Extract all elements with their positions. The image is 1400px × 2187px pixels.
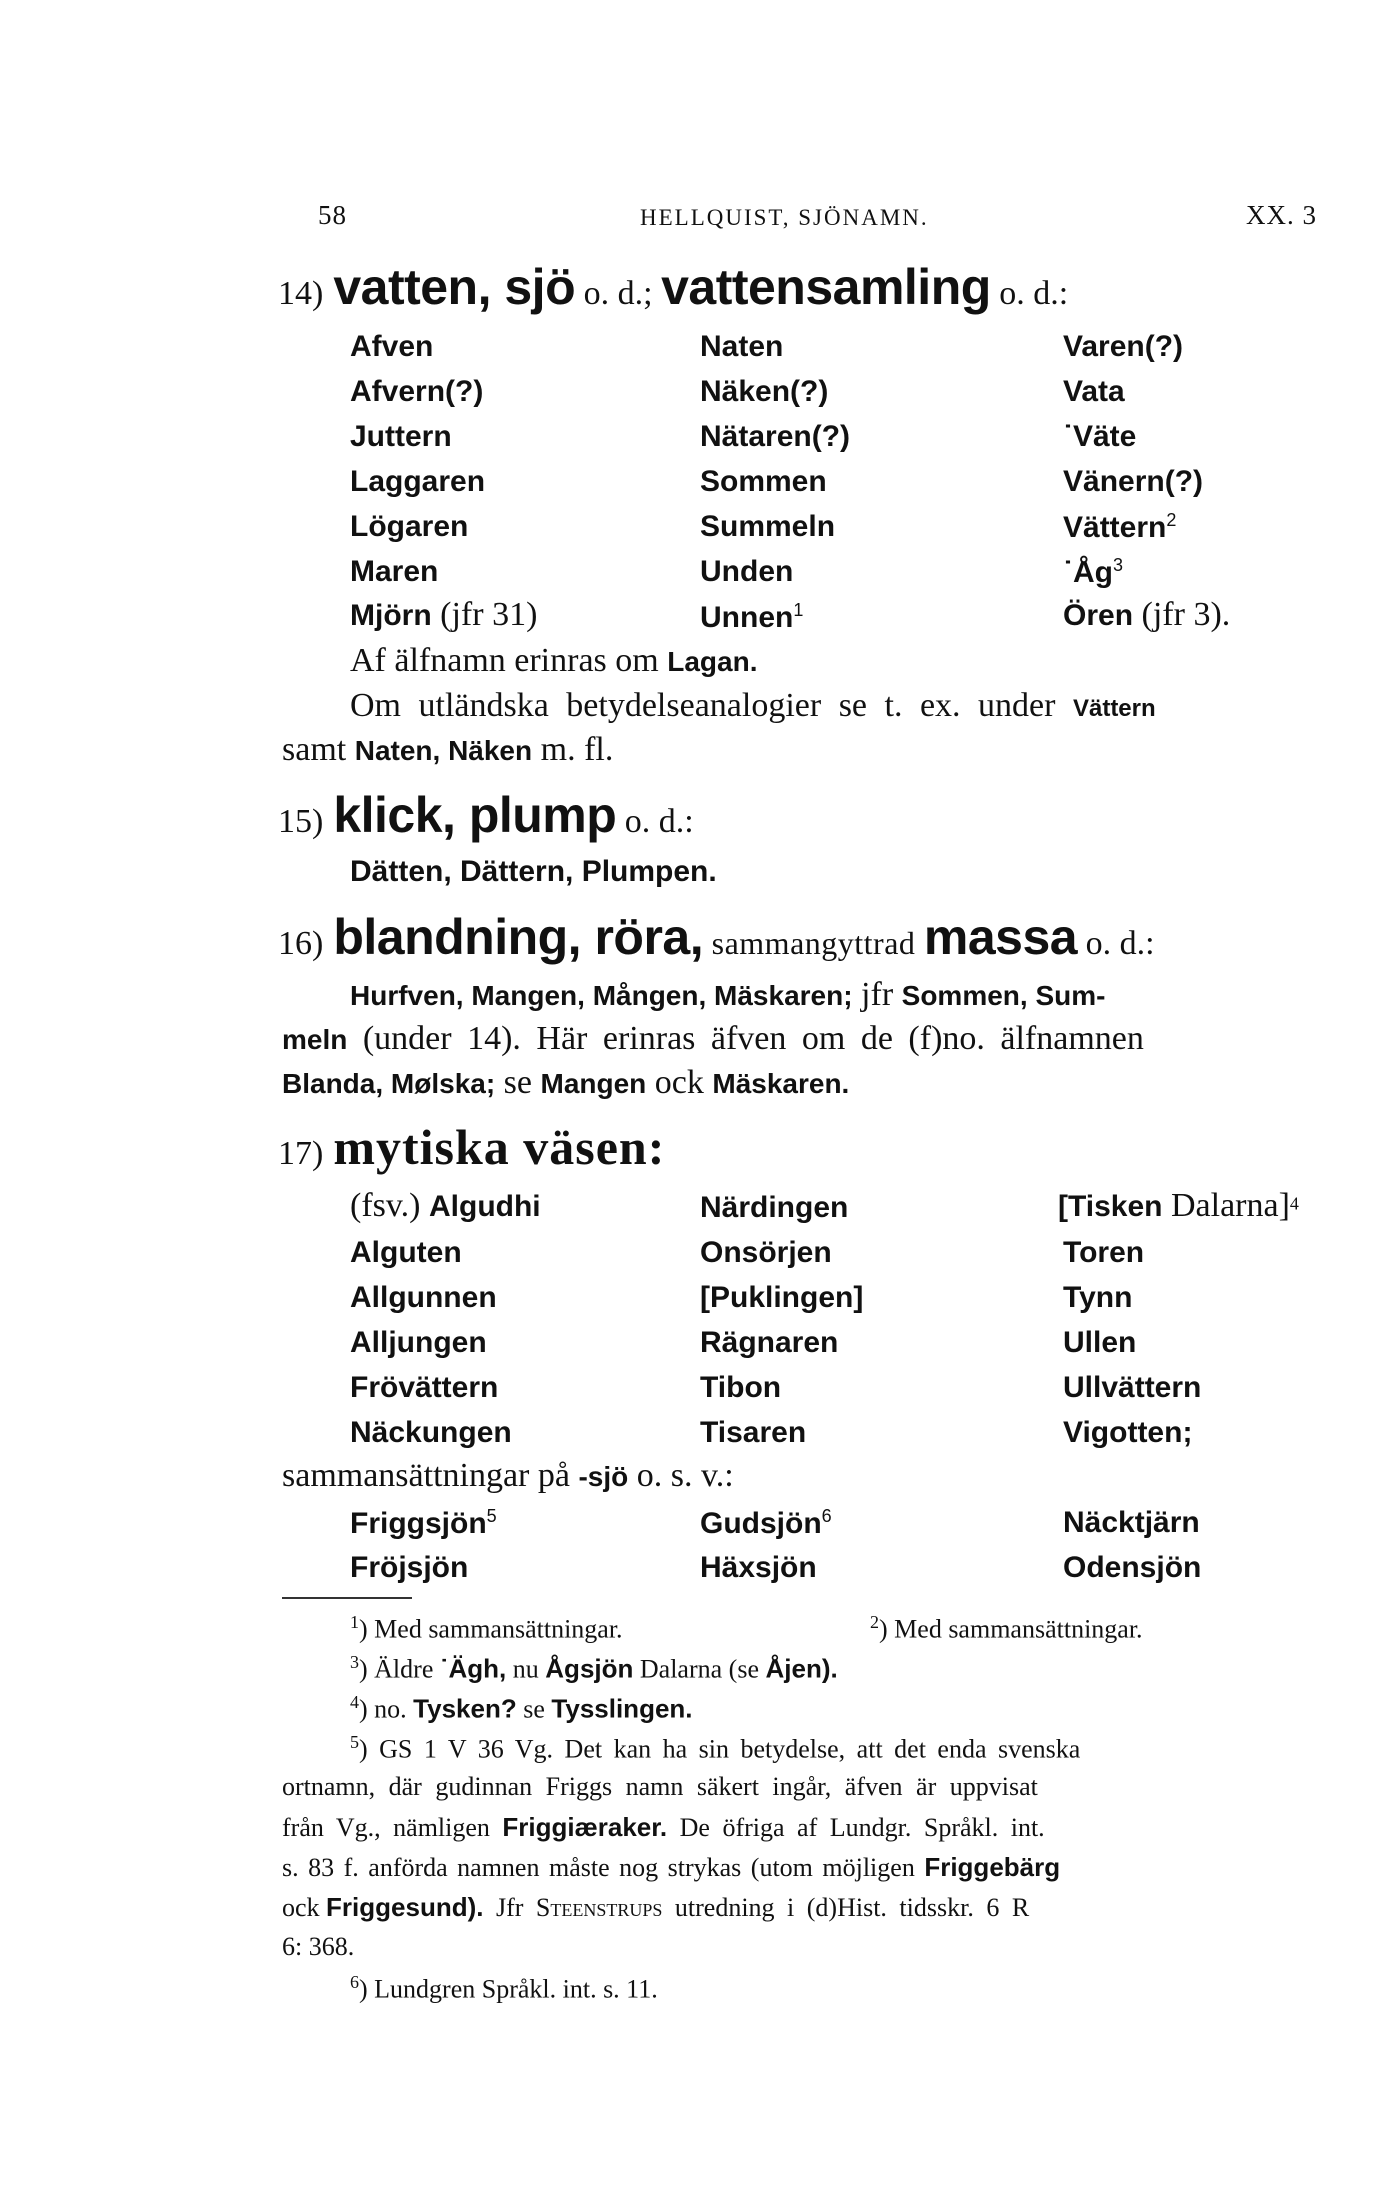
author-name: Steenstrups [535,1893,663,1922]
name-entry: Unden [700,555,794,588]
name-entry: Maren [350,555,439,588]
footnote-2 [870,1612,1143,1645]
text: Af älfnamn erinras om [350,642,668,679]
name-entry [1063,596,1230,634]
text: nu [506,1654,546,1684]
paragraph-line [350,687,1352,725]
name-text: Gudsjön [700,1507,822,1540]
headword: massa [923,909,1078,965]
name-entry: Näken(?) [700,375,829,408]
footnote-5-line [282,1932,354,1962]
od-text: o. d.: [990,275,1069,312]
name-entry: Lögaren [350,510,469,543]
name-text: ˙Ägh, [439,1653,507,1684]
name-entry [700,600,803,635]
od-text: o. d.: [1077,925,1155,962]
footnote-3 [350,1652,838,1685]
footnote-text: ) Med sammansättningar. [359,1614,623,1644]
name-entry: Vigotten; [1063,1416,1193,1449]
section-number-17: 17) [278,1135,324,1172]
paragraph-line [282,1020,1144,1058]
reference-text: (jfr 3). [1133,596,1231,633]
running-title: HELLQUIST, SJÖNAMN. [640,205,929,230]
name-entry: ˙Väte [1063,420,1137,453]
footnote-4 [350,1692,693,1725]
footnote-text: ) Med sammansättningar. [879,1614,1143,1644]
text: se [495,1064,541,1101]
name-text: Naten, Näken [354,735,533,766]
name-text: [Tisken [1058,1190,1163,1223]
text: Jfr [483,1893,536,1922]
footnote-marker: 6 [821,1506,832,1526]
name-text: Friggiæraker. [502,1812,668,1842]
name-entry: Frövättern [350,1371,499,1404]
section-number-14: 14) [278,275,324,312]
paragraph-line [350,976,1105,1014]
name-entry: Fröjsjön [350,1551,469,1584]
name-text: Friggesund). [326,1892,484,1922]
name-entry: [Puklingen] [700,1281,864,1314]
name-entry: Alljungen [350,1326,487,1359]
name-entry: Odensjön [1063,1551,1202,1584]
footnote-marker: 2 [1166,510,1177,530]
name-entry: Närdingen [700,1191,849,1224]
name-entry: Afven [350,330,434,363]
name-text: Tysken? [413,1693,517,1724]
text: m. fl. [532,731,614,768]
reference-text: (jfr 31) [431,596,538,633]
section-15-heading [278,786,694,844]
name-text: Tysslingen. [551,1693,693,1724]
name-entry: Afvern(?) [350,375,484,408]
name-text: Ågsjön [545,1653,634,1684]
text: ock [646,1064,713,1101]
name-list: Dätten, Dättern, Plumpen. [350,855,717,888]
footnote-number: 3 [350,1652,359,1672]
page-number: 58 [318,200,347,230]
name-entry: Ullvättern [1063,1371,1202,1404]
text: De öfriga af Lundgr. Språkl. int. [667,1813,1045,1842]
name-entry: Sommen [700,465,827,498]
name-entry: Vänern(?) [1063,465,1204,498]
paragraph-line [282,731,613,769]
name-text: Blanda, Mølska; [282,1068,496,1099]
text: utredning i (d)Hist. tidsskr. 6 R [662,1893,1030,1922]
name-text: Hurfven, Mangen, Mången, Mäskaren; [350,980,853,1011]
name-entry [350,596,537,634]
footnote-5-line [282,1772,1038,1802]
footnote-marker: 3 [1112,555,1123,575]
name-text: Mjörn [350,599,432,632]
name-entry: Nätaren(?) [700,420,851,453]
name-text: Friggebärg [924,1852,1061,1882]
od-text: o. d.: [616,803,694,840]
headword: vattensamling [661,259,991,315]
name-entry [1058,1187,1299,1225]
name-entry: Tibon [700,1371,782,1404]
name-entry [1063,510,1176,545]
name-entry: Allgunnen [350,1281,497,1314]
text: sammansättningar på [282,1457,579,1494]
text: ) Äldre [359,1654,440,1684]
footnote-divider [282,1597,412,1599]
section-number-15: 15) [278,803,324,840]
name-entry: Naten [700,330,784,363]
name-text: Vättern [1072,695,1156,722]
text: samt [282,731,355,768]
name-entry: Näcktjärn [1063,1506,1200,1539]
footnote-5-line [282,1812,1045,1843]
section-17-heading [278,1118,665,1176]
text: jfr [852,976,902,1013]
text: ortnamn, där gudinnan Friggs namn säkert ingår, äfven är uppvisat [282,1772,1038,1801]
text: ) GS 1 V 36 Vg. Det kan ha sin betydelse, att det enda svenska [359,1734,1081,1764]
text: se [516,1694,552,1724]
name-entry: Näckungen [350,1416,512,1449]
paragraph-line [282,1064,849,1102]
name-entry: Ullen [1063,1326,1137,1359]
name-text: Unnen [700,601,794,634]
name-entry: Varen(?) [1063,330,1184,363]
name-text: Mäskaren. [712,1068,850,1099]
footnote-number: 1 [350,1612,359,1632]
text: 6: 368. [282,1932,355,1961]
name-entry [700,1506,832,1541]
footnote-5-line [282,1892,1029,1923]
name-entry: Summeln [700,510,836,543]
name-text: Åjen). [765,1653,838,1684]
footnote-marker: 1 [793,600,804,620]
text: Dalarna (se [633,1654,766,1684]
footnote-number: 6 [350,1972,359,1992]
name-entry: Tynn [1063,1281,1133,1314]
paragraph-line [350,642,757,680]
name-entry: Rägnaren [700,1326,839,1359]
section-16-heading [278,908,1155,966]
footnote-number: 5 [350,1732,359,1752]
footnote-number: 4 [350,1692,359,1712]
footnote-marker: 5 [486,1506,497,1526]
name-entry [350,1506,497,1541]
footnote-1 [350,1612,623,1645]
text: o. s. v.: [628,1457,734,1494]
name-text: -sjö [578,1461,629,1492]
footnote-number: 2 [870,1612,879,1632]
name-text: Friggsjön [350,1507,487,1540]
name-text: meln [282,1024,348,1055]
od-text: o. d.; [575,275,662,312]
name-text: Algudhi [429,1190,541,1223]
name-entry: Vata [1063,375,1125,408]
name-entry: Onsörjen [700,1236,832,1269]
text: s. 83 f. anförda namnen måste nog strykas (utom möjligen [282,1853,925,1882]
text: ock [282,1893,327,1922]
footnote-6 [350,1972,658,2005]
name-text: Vättern [1063,511,1167,544]
name-entry: Tisaren [700,1416,807,1449]
text: från Vg., nämligen [282,1813,503,1842]
name-text: Mangen [540,1068,647,1099]
footnote-marker: 4 [1289,1193,1299,1214]
footnote-5 [350,1732,1080,1765]
headword: mytiska väsen: [333,1119,666,1175]
headword: blandning, röra, [333,909,704,965]
text: Om utländska betydelseanalogier se t. ex. under [350,687,1073,724]
abbreviation-text: (fsv.) [350,1187,429,1224]
name-text: Ören [1063,599,1134,632]
name-text: Lagan. [667,646,758,677]
name-text: Sommen, Sum- [901,980,1106,1011]
headword: vatten, sjö [333,259,576,315]
section-number-16: 16) [278,925,324,962]
name-entry: Laggaren [350,465,486,498]
name-text: ˙Åg [1063,556,1113,589]
section-14-heading [278,258,1068,316]
name-entry: Häxsjön [700,1551,817,1584]
name-entry: Juttern [350,420,452,453]
section-number: XX. 3 [1246,200,1317,230]
text: sammangyttrad [703,925,924,961]
footnote-text: ) Lundgren Språkl. int. s. 11. [359,1974,658,2004]
text: (under 14). Här erinras äfven om de (f)no. älfnamnen [347,1020,1144,1057]
paragraph-line [282,1457,734,1495]
text: ) no. [359,1694,414,1724]
name-entry [1063,555,1123,590]
name-entry [350,1187,541,1225]
text: Dalarna] [1162,1187,1290,1224]
name-entry: Toren [1063,1236,1145,1269]
name-entry: Alguten [350,1236,462,1269]
headword: klick, plump [333,787,617,843]
footnote-5-line [282,1852,1060,1883]
